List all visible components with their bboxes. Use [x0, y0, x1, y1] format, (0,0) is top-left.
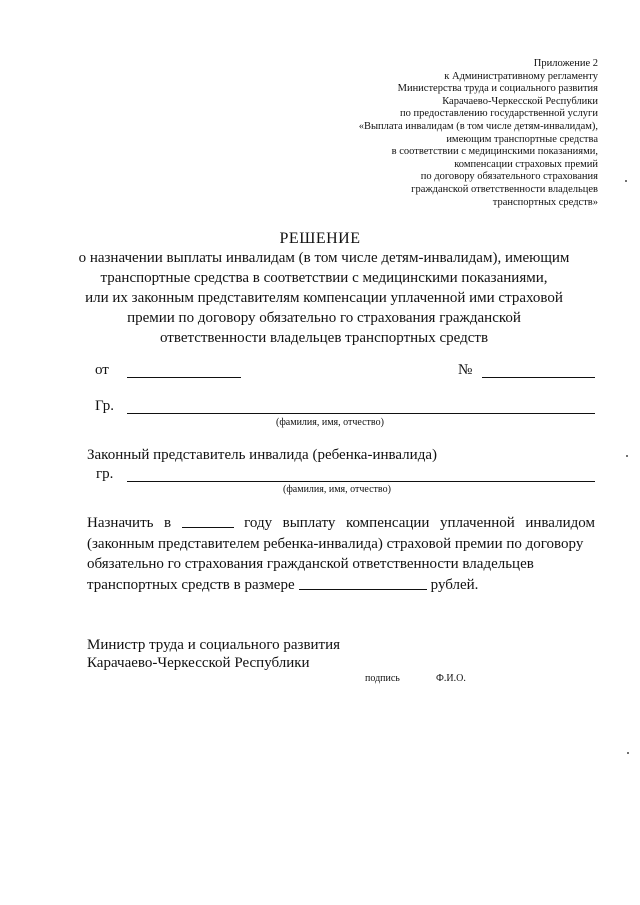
decision-word: инвалидом	[525, 515, 595, 531]
name-caption: Ф.И.О.	[436, 673, 466, 684]
annex-line: к Административному регламенту	[444, 70, 598, 82]
annex-header	[258, 58, 598, 209]
decision-text: (законным представителем ребенка-инвалида) страховой премии по договору	[87, 535, 584, 552]
subtitle-line: о назначении выплаты инвалидам (в том числе детям-инвалидам), имеющим	[78, 250, 570, 266]
decision-word: Назначить	[87, 515, 154, 531]
decision-word: уплаченной	[439, 515, 515, 531]
scan-speck	[625, 180, 627, 182]
citizen-fio-field[interactable]	[127, 413, 595, 414]
date-label: от	[95, 362, 109, 378]
annex-line: в соответствии с медицинскими показаниями,	[391, 146, 598, 158]
signature-caption: подпись	[365, 673, 400, 684]
document-title: РЕШЕНИЕ	[279, 230, 361, 247]
subtitle-line: или их законным представителям компенсации уплаченной ими страховой	[85, 290, 563, 306]
decision-paragraph	[87, 513, 595, 595]
signature-block	[87, 636, 340, 672]
annex-line: «Выплата инвалидам (в том числе детям-инвалидам),	[358, 120, 598, 132]
fio-caption: (фамилия, имя, отчество)	[276, 417, 384, 428]
scan-speck	[626, 455, 628, 457]
document-subtitle	[78, 248, 570, 348]
subtitle-line: транспортные средства в соответствии с медицинскими показаниями,	[100, 270, 548, 286]
decision-line	[87, 513, 595, 534]
citizen-label: Гр.	[95, 398, 114, 414]
decision-word: году	[244, 515, 273, 531]
amount-field[interactable]	[299, 575, 427, 590]
decision-line	[87, 575, 595, 596]
decision-line	[87, 534, 595, 555]
annex-line: Приложение 2	[533, 58, 598, 69]
annex-line: имеющим транспортные средства	[446, 133, 598, 145]
number-field[interactable]	[482, 377, 595, 378]
decision-text: обязательно го страхования гражданской ответственности владельцев	[87, 556, 534, 572]
annex-line: гражданской ответственности владельцев	[411, 183, 598, 195]
scan-speck	[627, 752, 629, 754]
date-field[interactable]	[127, 377, 241, 378]
decision-word: компенсации	[345, 515, 430, 531]
decision-text: рублей.	[430, 576, 479, 593]
annex-line: Министерства труда и социального развития	[397, 83, 598, 95]
annex-line: по предоставлению государственной услуги	[400, 108, 598, 120]
representative-citizen-label: гр.	[96, 466, 114, 482]
representative-heading: Законный представитель инвалида (ребенка-инвалида)	[87, 447, 437, 463]
representative-fio-caption: (фамилия, имя, отчество)	[283, 484, 391, 495]
number-label: №	[458, 362, 473, 378]
decision-text: транспортных средств в размере	[87, 576, 295, 593]
annex-line: транспортных средств»	[492, 196, 598, 208]
annex-line: Карачаево-Черкесской Республики	[442, 95, 598, 107]
subtitle-line: ответственности владельцев транспортных средств	[159, 330, 489, 346]
annex-line: компенсации страховых премий	[454, 158, 598, 170]
annex-line: по договору обязательного страхования	[420, 171, 598, 183]
representative-fio-field[interactable]	[127, 481, 595, 482]
signatory-title: Министр труда и социального развития	[87, 637, 341, 653]
decision-word: выплату	[282, 515, 336, 531]
year-field[interactable]	[182, 513, 234, 528]
signatory-region: Карачаево-Черкесской Республики	[87, 655, 310, 671]
decision-line	[87, 554, 595, 575]
decision-word: в	[163, 515, 172, 531]
subtitle-line: премии по договору обязательно го страхования гражданской	[127, 310, 521, 326]
